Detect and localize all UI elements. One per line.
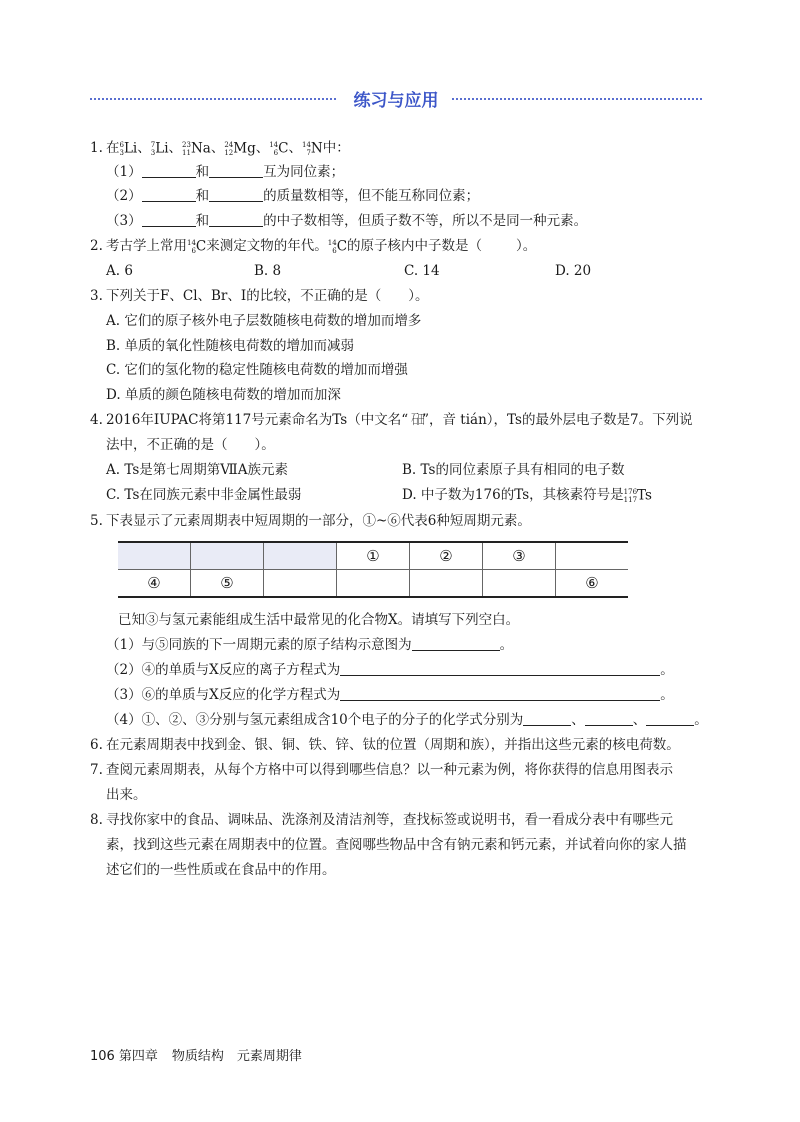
- q2-isotope: [187, 239, 206, 255]
- table-cell: ⑤: [191, 570, 264, 598]
- header-dotted-rule-right: [452, 98, 702, 100]
- q8-text: 寻找你家中的食品、调味品、洗涤剂及清洁剂等，查找标签或说明书，看一看成分表中有哪些元: [106, 812, 673, 828]
- q5-sub3-text: （3）⑥的单质与X反应的化学方程式为: [106, 687, 341, 703]
- iso-atomic: 6: [332, 246, 337, 255]
- q4-option-c[interactable]: C. Ts在同族元素中非金属性最弱: [106, 487, 302, 503]
- q1-sub2-label: （2）: [106, 188, 142, 204]
- q4-stem-line1: [90, 411, 693, 429]
- q1-and: 和: [195, 164, 210, 180]
- iso-symbol: C: [336, 238, 348, 254]
- q2-option-c[interactable]: C. 14: [404, 263, 440, 279]
- q2-text-b: 来测定文物的年代。: [206, 238, 328, 254]
- q3-option-a[interactable]: A. 它们的原子核外电子层数随核电荷数的增加而增多: [106, 313, 422, 329]
- section-title: 练习与应用: [353, 91, 439, 111]
- answer-blank[interactable]: [209, 212, 263, 227]
- q2-text-a: 考古学上常用: [106, 238, 187, 254]
- q5-stem: [90, 512, 531, 530]
- q1-sub3: [106, 212, 587, 230]
- iso-atomic: 3: [150, 148, 156, 157]
- q1-sub3-label: （3）: [106, 213, 142, 229]
- q1-and: 和: [195, 213, 210, 229]
- q3-option-b[interactable]: B. 单质的氧化性随核电荷数的增加而减弱: [106, 338, 355, 354]
- iso-symbol: N: [310, 140, 323, 156]
- answer-blank[interactable]: [209, 187, 263, 202]
- q8-line1: [90, 811, 673, 829]
- iso-mass: 23: [182, 140, 191, 149]
- answer-blank[interactable]: [585, 711, 633, 726]
- answer-blank[interactable]: [209, 163, 263, 178]
- q1-sub2: [106, 187, 479, 205]
- q7-line2: 出来。: [106, 787, 147, 803]
- q4-option-b[interactable]: B. Ts的同位素原子具有相同的电子数: [402, 462, 625, 478]
- q7-line1: [90, 761, 673, 779]
- q5-known: 已知③与氢元素能组成生活中最常见的化合物X。请填写下列空白。: [118, 612, 520, 628]
- iso-atomic: 6: [273, 148, 279, 157]
- separator: 、: [255, 140, 270, 156]
- table-cell: ①: [337, 542, 410, 570]
- table-cell: [337, 570, 410, 598]
- q5-sub2-text: （2）④的单质与X反应的离子方程式为: [106, 662, 341, 678]
- isotope-symbol: [269, 141, 288, 157]
- iso-mass: 14: [327, 238, 337, 247]
- q5-sub4: [106, 711, 708, 729]
- iso-symbol: Li: [155, 140, 169, 156]
- iso-atomic: 11: [182, 148, 191, 157]
- separator: 、: [288, 140, 302, 156]
- q2-text-c: 的原子核内中子数是（: [347, 238, 483, 254]
- q7-number: 7.: [90, 762, 103, 778]
- iso-mass: 24: [224, 140, 234, 149]
- q3-number: 3.: [90, 288, 103, 304]
- iso-symbol: Li: [123, 140, 138, 156]
- q1-sub3-tail: 的中子数相等，但质子数不等，所以不是同一种元素。: [263, 213, 588, 229]
- q8-line2: 素，找到这些元素在周期表中的位置。查阅哪些物品中含有钠元素和钙元素，并试着向你的家人描: [106, 837, 687, 853]
- q5-sub4-text: （4）①、②、③分别与氢元素组成含10个电子的分子的化学式分别为: [106, 712, 524, 728]
- q4-element-character: 石田: [411, 412, 424, 428]
- q4-option-d[interactable]: [402, 486, 652, 504]
- answer-blank[interactable]: [412, 636, 500, 651]
- q2-option-a[interactable]: A. 6: [106, 263, 133, 279]
- chapter-label: 第四章: [118, 1049, 158, 1064]
- q5-sub1: [106, 636, 513, 654]
- iso-atomic: 3: [119, 148, 124, 157]
- iso-atomic: 7: [306, 148, 311, 157]
- header-dotted-rule-left: [90, 98, 336, 100]
- q4-stem-text-a: 2016年IUPAC将第117号元素命名为Ts（中文名“: [106, 412, 409, 428]
- table-cell: ④: [118, 570, 191, 598]
- answer-blank[interactable]: [142, 163, 196, 178]
- iso-mass: 176: [623, 487, 638, 496]
- table-cell: [264, 570, 337, 598]
- q1-sub1-tail: 互为同位素；: [263, 164, 345, 180]
- table-cell: [556, 542, 629, 570]
- separator: 、: [168, 140, 183, 156]
- iso-mass: 7: [150, 140, 156, 149]
- q4-option-d-isotope: [624, 488, 652, 504]
- isotope-symbol: [120, 141, 138, 157]
- q2-text-d: ）。: [516, 238, 537, 254]
- separator: 、: [137, 140, 151, 156]
- isotope-symbol: [151, 141, 169, 157]
- iso-mass: 14: [269, 140, 279, 149]
- isotope-symbol: [182, 141, 211, 157]
- separator: 、: [571, 712, 585, 728]
- q4-option-a[interactable]: A. Ts是第七周期第ⅦA族元素: [106, 462, 288, 478]
- iso-atomic: 117: [623, 495, 638, 504]
- isotope-numbers: [182, 141, 191, 157]
- page-footer: [90, 1045, 302, 1064]
- period: 。: [660, 662, 674, 678]
- q7-text: 查阅元素周期表，从每个方格中可以得到哪些信息？以一种元素为例，将你获得的信息用图表示: [106, 762, 673, 778]
- iso-mass: 6: [119, 140, 124, 149]
- iso-atomic: 6: [191, 246, 196, 255]
- q5-stem-text: 下表显示了元素周期表中短周期的一部分，①~⑥代表6种短周期元素。: [106, 513, 531, 529]
- q8-line3: 述它们的一些性质或在食品中的作用。: [106, 862, 336, 878]
- page-number: 106: [90, 1049, 115, 1064]
- q8-number: 8.: [90, 812, 103, 828]
- table-cell: [191, 542, 264, 570]
- q2-isotope: [328, 239, 347, 255]
- q1-number: 1.: [90, 140, 103, 156]
- isotope-symbol: [302, 141, 323, 157]
- period: 。: [660, 687, 674, 703]
- answer-blank[interactable]: [646, 711, 694, 726]
- iso-symbol: Mg: [233, 140, 256, 156]
- q3-stem-text: 下列关于F、Cl、Br、I的比较，不正确的是（ ）。: [106, 288, 429, 304]
- isotope-numbers: [269, 141, 278, 157]
- period: 。: [694, 712, 708, 728]
- q2-option-d[interactable]: D. 20: [555, 263, 592, 279]
- separator: 、: [210, 140, 225, 156]
- iso-symbol: C: [278, 140, 289, 156]
- table-row: [118, 542, 628, 570]
- q2-option-b[interactable]: B. 8: [254, 263, 282, 279]
- q6: [90, 736, 680, 754]
- period: 。: [499, 637, 514, 653]
- q1-sub2-tail: 的质量数相等，但不能互称同位素；: [263, 188, 480, 204]
- q5-sub3: [106, 686, 674, 704]
- answer-blank[interactable]: [142, 187, 196, 202]
- table-row: [118, 570, 628, 598]
- q2-stem: [90, 237, 536, 255]
- q4-option-d-text: D. 中子数为176的Ts，其核素符号是: [402, 487, 624, 503]
- q1-intro: 在: [106, 140, 120, 156]
- iso-atomic: 12: [224, 148, 234, 157]
- table-cell: [118, 542, 191, 570]
- iso-mass: 14: [301, 140, 311, 149]
- table-cell: [410, 570, 483, 598]
- separator: 、: [632, 712, 647, 728]
- table-cell: [483, 570, 556, 598]
- q4-stem-line2: 法中，不正确的是（ ）。: [106, 437, 275, 453]
- q1-sub1: [106, 163, 344, 181]
- q1-isotope-list: [120, 140, 323, 156]
- q1-sub1-label: （1）: [106, 164, 142, 180]
- section-label: 物质结构 元素周期律: [171, 1049, 302, 1064]
- q3-option-c[interactable]: C. 它们的氢化物的稳定性随核电荷数的增加而增强: [106, 362, 408, 378]
- q5-sub1-text: （1）与⑤同族的下一周期元素的原子结构示意图为: [106, 637, 412, 653]
- q6-number: 6.: [90, 737, 103, 753]
- periodic-table-fragment: [118, 541, 628, 598]
- q2-number: 2.: [90, 238, 103, 254]
- answer-blank[interactable]: [340, 661, 660, 676]
- table-cell: ②: [410, 542, 483, 570]
- iso-symbol: Ts: [637, 487, 652, 503]
- q4-stem-text-b: ”，音 tián），Ts的最外层电子数是7。下列说: [422, 412, 693, 428]
- answer-blank[interactable]: [523, 711, 571, 726]
- q1-and: 和: [195, 188, 210, 204]
- q4-number: 4.: [90, 412, 103, 428]
- iso-symbol: Na: [190, 140, 211, 156]
- q5-number: 5.: [90, 513, 103, 529]
- q6-text: 在元素周期表中找到金、银、铜、铁、锌、钛的位置（周期和族），并指出这些元素的核电荷数。: [106, 737, 680, 753]
- table-cell: [264, 542, 337, 570]
- isotope-symbol: [224, 141, 255, 157]
- table-cell: ⑥: [556, 570, 629, 598]
- section-header: [90, 86, 702, 114]
- isotope-numbers: [224, 141, 233, 157]
- q1-stem: [90, 139, 350, 157]
- iso-symbol: C: [195, 238, 207, 254]
- answer-blank[interactable]: [340, 686, 660, 701]
- iso-mass: 14: [187, 238, 196, 247]
- q5-sub2: [106, 661, 674, 679]
- q1-intro-end: 中：: [322, 140, 350, 156]
- isotope-numbers: [302, 141, 311, 157]
- table-cell: ③: [483, 542, 556, 570]
- q3-stem: [90, 287, 428, 305]
- answer-blank[interactable]: [142, 212, 196, 227]
- q3-option-d[interactable]: D. 单质的颜色随核电荷数的增加而加深: [106, 387, 341, 403]
